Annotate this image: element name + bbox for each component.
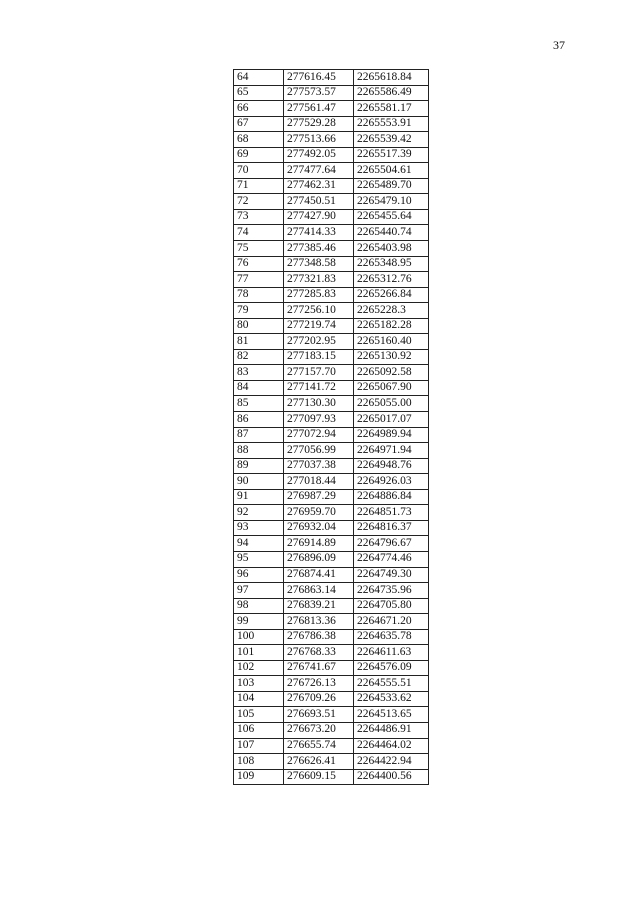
x-coordinate-cell: 277462.31 (284, 178, 354, 194)
table-row (234, 380, 429, 396)
y-coordinate-cell: 2264400.56 (354, 769, 429, 785)
point-number-cell: 90 (234, 474, 284, 490)
point-number-cell: 100 (234, 629, 284, 645)
point-number-cell: 67 (234, 116, 284, 132)
x-coordinate-cell: 276693.51 (284, 707, 354, 723)
x-coordinate-cell: 277529.28 (284, 116, 354, 132)
point-number-cell: 103 (234, 676, 284, 692)
point-number-cell: 92 (234, 505, 284, 521)
x-coordinate-cell: 277141.72 (284, 380, 354, 396)
x-coordinate-cell: 277616.45 (284, 70, 354, 86)
page-number: 37 (553, 38, 565, 52)
y-coordinate-cell: 2265479.10 (354, 194, 429, 210)
y-coordinate-cell: 2264796.67 (354, 536, 429, 552)
table-row (234, 505, 429, 521)
y-coordinate-cell: 2264948.76 (354, 458, 429, 474)
table-row (234, 754, 429, 770)
x-coordinate-cell: 277321.83 (284, 272, 354, 288)
y-coordinate-cell: 2265455.64 (354, 209, 429, 225)
table-row (234, 178, 429, 194)
y-coordinate-cell: 2264816.37 (354, 520, 429, 536)
point-number-cell: 98 (234, 598, 284, 614)
y-coordinate-cell: 2264576.09 (354, 660, 429, 676)
point-number-cell: 89 (234, 458, 284, 474)
point-number-cell: 83 (234, 365, 284, 381)
y-coordinate-cell: 2264705.80 (354, 598, 429, 614)
table-row (234, 303, 429, 319)
point-number-cell: 70 (234, 163, 284, 179)
x-coordinate-cell: 276813.36 (284, 614, 354, 630)
y-coordinate-cell: 2264671.20 (354, 614, 429, 630)
x-coordinate-cell: 277573.57 (284, 85, 354, 101)
x-coordinate-cell: 276768.33 (284, 645, 354, 661)
x-coordinate-cell: 277492.05 (284, 147, 354, 163)
point-number-cell: 75 (234, 241, 284, 257)
x-coordinate-cell: 276709.26 (284, 691, 354, 707)
point-number-cell: 80 (234, 318, 284, 334)
x-coordinate-cell: 277056.99 (284, 443, 354, 459)
x-coordinate-cell: 276914.89 (284, 536, 354, 552)
x-coordinate-cell: 276959.70 (284, 505, 354, 521)
y-coordinate-cell: 2264735.96 (354, 583, 429, 599)
table-row (234, 551, 429, 567)
x-coordinate-cell: 276655.74 (284, 738, 354, 754)
y-coordinate-cell: 2264611.63 (354, 645, 429, 661)
y-coordinate-cell: 2264533.62 (354, 691, 429, 707)
x-coordinate-cell: 276673.20 (284, 722, 354, 738)
point-number-cell: 78 (234, 287, 284, 303)
point-number-cell: 107 (234, 738, 284, 754)
table-row (234, 707, 429, 723)
point-number-cell: 86 (234, 412, 284, 428)
y-coordinate-cell: 2264971.94 (354, 443, 429, 459)
y-coordinate-cell: 2264464.02 (354, 738, 429, 754)
point-number-cell: 76 (234, 256, 284, 272)
table-row (234, 536, 429, 552)
x-coordinate-cell: 277513.66 (284, 132, 354, 148)
y-coordinate-cell: 2264422.94 (354, 754, 429, 770)
table-row (234, 147, 429, 163)
table-row (234, 598, 429, 614)
table-row (234, 241, 429, 257)
table-row (234, 614, 429, 630)
point-number-cell: 77 (234, 272, 284, 288)
y-coordinate-cell: 2264851.73 (354, 505, 429, 521)
y-coordinate-cell: 2265440.74 (354, 225, 429, 241)
table-row (234, 194, 429, 210)
y-coordinate-cell: 2265504.61 (354, 163, 429, 179)
table-row (234, 349, 429, 365)
x-coordinate-cell: 277037.38 (284, 458, 354, 474)
y-coordinate-cell: 2265092.58 (354, 365, 429, 381)
point-number-cell: 64 (234, 70, 284, 86)
x-coordinate-cell: 276896.09 (284, 551, 354, 567)
table-row (234, 489, 429, 505)
y-coordinate-cell: 2265130.92 (354, 349, 429, 365)
table-row (234, 116, 429, 132)
table-row (234, 567, 429, 583)
table-row (234, 334, 429, 350)
x-coordinate-cell: 277256.10 (284, 303, 354, 319)
x-coordinate-cell: 276609.15 (284, 769, 354, 785)
y-coordinate-cell: 2265618.84 (354, 70, 429, 86)
x-coordinate-cell: 276863.14 (284, 583, 354, 599)
table-row (234, 676, 429, 692)
point-number-cell: 95 (234, 551, 284, 567)
table-row (234, 474, 429, 490)
y-coordinate-cell: 2265067.90 (354, 380, 429, 396)
point-number-cell: 108 (234, 754, 284, 770)
x-coordinate-cell: 277561.47 (284, 101, 354, 117)
point-number-cell: 71 (234, 178, 284, 194)
y-coordinate-cell: 2264749.30 (354, 567, 429, 583)
coordinates-table-body (234, 70, 429, 785)
y-coordinate-cell: 2264926.03 (354, 474, 429, 490)
y-coordinate-cell: 2264555.51 (354, 676, 429, 692)
table-row (234, 209, 429, 225)
point-number-cell: 105 (234, 707, 284, 723)
y-coordinate-cell: 2265312.76 (354, 272, 429, 288)
x-coordinate-cell: 277202.95 (284, 334, 354, 350)
table-row (234, 85, 429, 101)
table-row (234, 722, 429, 738)
table-row (234, 412, 429, 428)
x-coordinate-cell: 276786.38 (284, 629, 354, 645)
table-row (234, 318, 429, 334)
y-coordinate-cell: 2265403.98 (354, 241, 429, 257)
table-row (234, 427, 429, 443)
y-coordinate-cell: 2264486.91 (354, 722, 429, 738)
point-number-cell: 73 (234, 209, 284, 225)
point-number-cell: 87 (234, 427, 284, 443)
y-coordinate-cell: 2265581.17 (354, 101, 429, 117)
x-coordinate-cell: 277018.44 (284, 474, 354, 490)
point-number-cell: 102 (234, 660, 284, 676)
y-coordinate-cell: 2264886.84 (354, 489, 429, 505)
y-coordinate-cell: 2265266.84 (354, 287, 429, 303)
x-coordinate-cell: 277427.90 (284, 209, 354, 225)
x-coordinate-cell: 276874.41 (284, 567, 354, 583)
y-coordinate-cell: 2265182.28 (354, 318, 429, 334)
point-number-cell: 109 (234, 769, 284, 785)
point-number-cell: 74 (234, 225, 284, 241)
y-coordinate-cell: 2265228.3 (354, 303, 429, 319)
point-number-cell: 97 (234, 583, 284, 599)
y-coordinate-cell: 2265553.91 (354, 116, 429, 132)
point-number-cell: 68 (234, 132, 284, 148)
x-coordinate-cell: 277348.58 (284, 256, 354, 272)
x-coordinate-cell: 277072.94 (284, 427, 354, 443)
table-row (234, 629, 429, 645)
table-row (234, 101, 429, 117)
point-number-cell: 85 (234, 396, 284, 412)
y-coordinate-cell: 2264513.65 (354, 707, 429, 723)
point-number-cell: 66 (234, 101, 284, 117)
x-coordinate-cell: 277450.51 (284, 194, 354, 210)
table-row (234, 520, 429, 536)
y-coordinate-cell: 2265017.07 (354, 412, 429, 428)
table-row (234, 225, 429, 241)
x-coordinate-cell: 276726.13 (284, 676, 354, 692)
table-row (234, 738, 429, 754)
table-row (234, 458, 429, 474)
table-row (234, 691, 429, 707)
table-row (234, 132, 429, 148)
y-coordinate-cell: 2264774.46 (354, 551, 429, 567)
x-coordinate-cell: 277477.64 (284, 163, 354, 179)
table-row (234, 365, 429, 381)
x-coordinate-cell: 277285.83 (284, 287, 354, 303)
point-number-cell: 69 (234, 147, 284, 163)
x-coordinate-cell: 277183.15 (284, 349, 354, 365)
x-coordinate-cell: 277130.30 (284, 396, 354, 412)
x-coordinate-cell: 276987.29 (284, 489, 354, 505)
table-row (234, 443, 429, 459)
point-number-cell: 99 (234, 614, 284, 630)
table-row (234, 396, 429, 412)
point-number-cell: 104 (234, 691, 284, 707)
y-coordinate-cell: 2265160.40 (354, 334, 429, 350)
table-row (234, 70, 429, 86)
x-coordinate-cell: 277157.70 (284, 365, 354, 381)
y-coordinate-cell: 2265586.49 (354, 85, 429, 101)
y-coordinate-cell: 2264989.94 (354, 427, 429, 443)
point-number-cell: 101 (234, 645, 284, 661)
y-coordinate-cell: 2264635.78 (354, 629, 429, 645)
coordinates-table (233, 69, 429, 785)
table-row (234, 645, 429, 661)
point-number-cell: 81 (234, 334, 284, 350)
x-coordinate-cell: 276741.67 (284, 660, 354, 676)
x-coordinate-cell: 276932.04 (284, 520, 354, 536)
table-row (234, 287, 429, 303)
x-coordinate-cell: 277219.74 (284, 318, 354, 334)
table-row (234, 163, 429, 179)
x-coordinate-cell: 276626.41 (284, 754, 354, 770)
point-number-cell: 72 (234, 194, 284, 210)
table-row (234, 769, 429, 785)
y-coordinate-cell: 2265348.95 (354, 256, 429, 272)
point-number-cell: 84 (234, 380, 284, 396)
x-coordinate-cell: 277097.93 (284, 412, 354, 428)
y-coordinate-cell: 2265055.00 (354, 396, 429, 412)
y-coordinate-cell: 2265489.70 (354, 178, 429, 194)
table-row (234, 272, 429, 288)
table-row (234, 256, 429, 272)
point-number-cell: 88 (234, 443, 284, 459)
x-coordinate-cell: 276839.21 (284, 598, 354, 614)
table-row (234, 660, 429, 676)
x-coordinate-cell: 277385.46 (284, 241, 354, 257)
x-coordinate-cell: 277414.33 (284, 225, 354, 241)
point-number-cell: 82 (234, 349, 284, 365)
point-number-cell: 106 (234, 722, 284, 738)
point-number-cell: 93 (234, 520, 284, 536)
y-coordinate-cell: 2265517.39 (354, 147, 429, 163)
point-number-cell: 91 (234, 489, 284, 505)
table-row (234, 583, 429, 599)
y-coordinate-cell: 2265539.42 (354, 132, 429, 148)
point-number-cell: 79 (234, 303, 284, 319)
point-number-cell: 65 (234, 85, 284, 101)
point-number-cell: 96 (234, 567, 284, 583)
point-number-cell: 94 (234, 536, 284, 552)
